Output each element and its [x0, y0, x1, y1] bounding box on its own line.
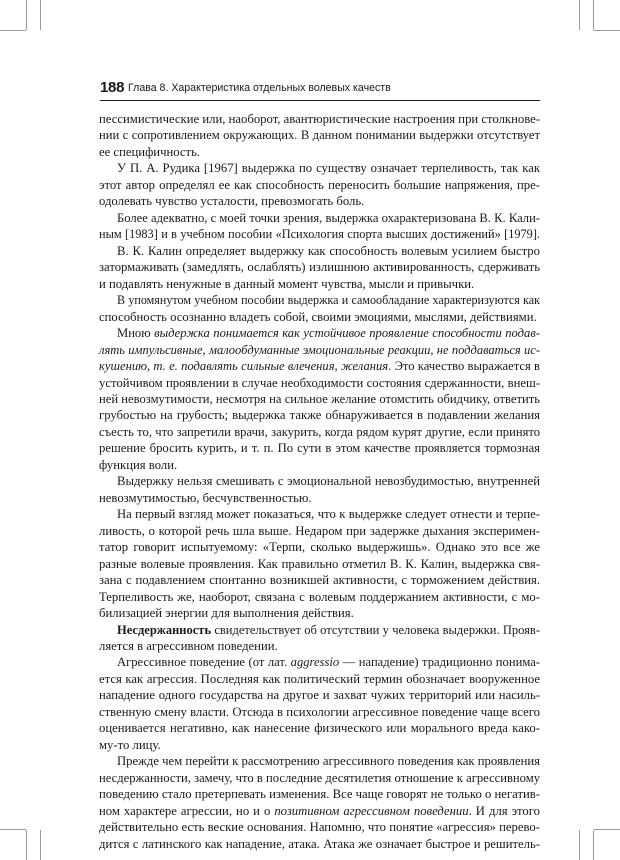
text-line: поведению стало претерпевать изменения. Все чаще говорят не только о негатив- [99, 787, 540, 802]
latin-term: aggressio [290, 655, 340, 670]
text-line: действительно есть веские основания. Напомню, что понятие «агрессия» перево- [99, 820, 540, 835]
text-line: Агрессивное поведение (от лат. aggressio — нападение) традиционно понима- [117, 655, 540, 670]
text-line: ется как агрессия. Последняя как политический термин обозначает вооруженное [99, 671, 540, 686]
crop-mark-bottom-left [40, 830, 41, 860]
italic-definition: лять импульсивные, малообдуманные эмоциональные реакции, не поддаваться ис- [99, 342, 540, 357]
text-line: В. К. Калин определяет выдержку как способность волевым усилием быстро [117, 243, 540, 258]
text-line: невозмутимостью, бесчувственностью. [99, 490, 312, 505]
text-line [99, 342, 540, 358]
text-line: Более адекватно, с моей точки зрения, выдержка охарактеризована В. К. Кали- [117, 210, 540, 225]
chapter-title: Глава 8. Характеристика отдельных волевых качеств [128, 82, 391, 94]
text-line: Терпеливость же, наоборот, связана с волевым поддержанием активности, с мо- [99, 589, 540, 604]
body-text [99, 111, 540, 852]
crop-mark-bottom-right [579, 830, 580, 860]
text-line: этот автор определял ее как способность переносить большие напряжения, пре- [99, 177, 540, 192]
text-line: способность осознанно владеть собой, своими эмоциями, мыслями, действиями. [99, 309, 537, 324]
text-line: На первый взгляд может показаться, что к выдержке следует отнести и терпе- [117, 507, 540, 522]
header-rule [100, 100, 540, 101]
crop-mark-bottom-left-3 [0, 829, 26, 830]
text-line: затормаживать (замедлять, ослаблять) излишнюю активированность, сдерживать [99, 260, 540, 275]
italic-definition: выдержка понимается как устойчивое проявление способности подав- [154, 326, 540, 341]
text-line: нии с сопротивлением окружающих. В данном понимании выдержки отсутствует [99, 128, 540, 143]
text-line: ляется в агрессивном поведении. [99, 639, 278, 653]
crop-mark-bottom-right-2 [593, 830, 594, 860]
text-line: Прежде чем перейти к рассмотрению агрессивного поведения как проявления [117, 754, 540, 769]
page-number: 188 [100, 79, 125, 96]
text-line: зана с подавлением спонтанно возникшей активности, с торможением действия. [99, 573, 540, 588]
text-line: ливость, о которой речь шла выше. Недаром при задержке дыхания эксперимен- [99, 523, 540, 538]
crop-mark-bottom-left-2 [26, 830, 27, 860]
text-line: ным [1983] и в учебном пособии «Психология спорта высших достижений» [1979]. [99, 227, 540, 242]
text-line: дится с латинского как нападение, атака. Атака же означает быстрое и решитель- [99, 836, 540, 851]
crop-mark-bottom-right-3 [594, 829, 620, 830]
text-line: билизацией энергии для выполнения действия. [99, 606, 354, 621]
bold-term: Несдержанность [117, 622, 212, 637]
text-line: ее специфичность. [99, 144, 201, 159]
text-line: В упомянутом учебном пособии выдержка и самообладание характеризуются как [117, 293, 540, 308]
text-line: несдержанности, замечу, что в последние десятилетия отношение к агрессивному [99, 770, 540, 785]
crop-mark-top-left-2 [26, 0, 27, 30]
crop-mark-top-right [579, 0, 580, 30]
text-line: нападение одного государства на другое и захват чужих территорий или насиль- [99, 688, 540, 703]
text-line: решение бросить курить, и т. п. По сути в этом качестве проявляется тормозная [99, 441, 540, 456]
crop-mark-top-left-3 [0, 30, 26, 31]
crop-mark-top-left [40, 0, 41, 30]
text-line: татор говорит испытуемому: «Терпи, сколько выдержишь». Однако это все же [99, 540, 540, 555]
text-line: кушению, т. е. подавлять сильные влечения, желания. Это качество выражается в [99, 359, 540, 374]
text-line: Несдержанность свидетельствует об отсутствии у человека выдержки. Прояв- [117, 622, 540, 637]
text-line: съесть то, что запретили врачи, закурить, когда рядом курят другие, если принято [99, 424, 540, 439]
text-line: разные волевые проявления. Как правильно отметил В. К. Калин, выдержка свя- [99, 556, 540, 571]
text-line: и подавлять ненужные в данный момент чувства, мысли и привычки. [99, 276, 475, 291]
text-line: ственную смену власти. Отсюда в психологии агрессивное поведение чаще всего [99, 704, 540, 719]
text-line: грубостью на грубость; выдержка также обнаруживается в подавлении желания [99, 408, 540, 423]
running-header [100, 80, 540, 100]
text-line: У П. А. Рудика [1967] выдержка по существу означает терпеливость, так как [117, 161, 540, 176]
text-line: му-то лицу. [99, 737, 161, 752]
crop-mark-top-right-2 [593, 0, 594, 30]
italic-definition: кушению, т. е. подавлять сильные влечения, желания [99, 359, 389, 374]
text-line: ней невозмутимости, несмотря на сильное желание отомстить обидчику, ответить [99, 391, 540, 406]
text-line: пессимистические или, наоборот, авантюристические настроения при столкнове- [99, 112, 540, 126]
text-line: ном характере агрессии, но и о позитивном агрессивном поведении. И для этого [99, 803, 540, 818]
italic-term: позитивном агрессивном поведении [274, 803, 469, 818]
text-line: одолевать чувство усталости, превозмогать боль. [99, 194, 365, 209]
text-line: Мною выдержка понимается как устойчивое проявление способности подав- [117, 326, 540, 341]
text-line: оценивается негативно, как нанесение физического или морального вреда како- [99, 721, 540, 736]
text-line: устойчивом проявлении в случае необходимости состояния сдержанности, внеш- [99, 375, 540, 390]
crop-mark-top-right-3 [594, 30, 620, 31]
text-line: Выдержку нельзя смешивать с эмоциональной невозбудимостью, внутренней [117, 474, 540, 489]
text-line: функция воли. [99, 457, 178, 472]
